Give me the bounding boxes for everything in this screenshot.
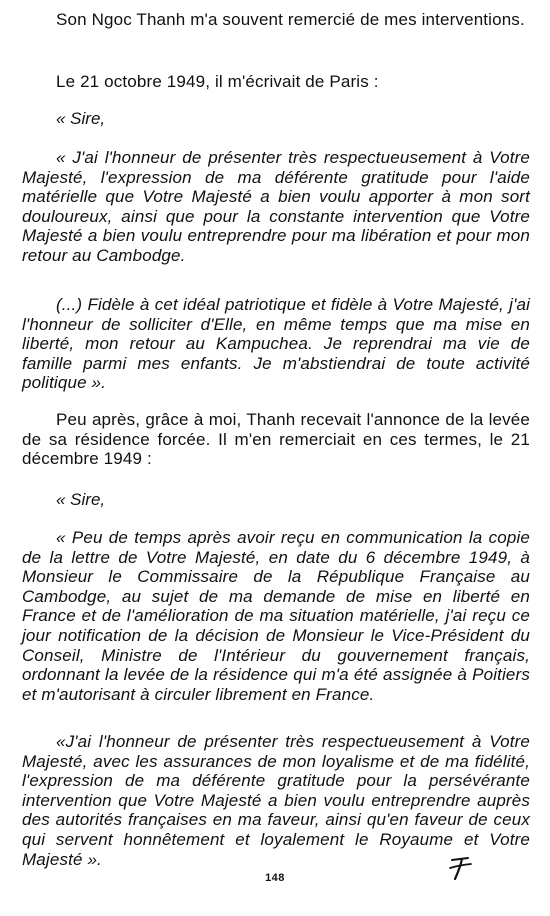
salutation-2: « Sire, (56, 490, 106, 509)
quote-letter-2-part-1: « Peu de temps après avoir reçu en communication la copie de la lettre de Votre Majesté, en date du 6 décembre 1949, à Monsieur le Commissaire de la République Française au Cambodge, au sujet de ma demande de mise en liberté en France et de l'amélioration de ma situation matérielle, j'ai reçu ce jour notification de la décision de Monsieur le Vice-Président du Conseil, Ministre de l'Intérieur du gouvernement français, ordonnant la levée de la résidence qui m'a été assignée à Poitiers et m'autorisant à circuler librement en France. (22, 528, 530, 704)
paragraph-letter-intro-1: Le 21 octobre 1949, il m'écrivait de Paris : (56, 72, 379, 91)
handwritten-mark-icon (446, 856, 474, 882)
page-number: 148 (265, 872, 285, 884)
salutation-1: « Sire, (56, 109, 106, 128)
quote-letter-2-part-2: «J'ai l'honneur de présenter très respectueusement à Votre Majesté, avec les assurances de mon loyalisme et de ma fidélité, l'expression de ma déférente gratitude pour la persévérante intervention que Votre Majesté a bien voulu entreprendre auprès des autorités françaises en ma faveur, ainsi qu'en faveur de ceux qui servent honnêtement et loyalement le Royaume et Votre Majesté ». (22, 732, 530, 869)
paragraph-letter-intro-2: Peu après, grâce à moi, Thanh recevait l'annonce de la levée de sa résidence forcée. Il m'en remerciait en ces termes, le 21 décembre 1949 : (22, 410, 530, 469)
paragraph-thanks: Son Ngoc Thanh m'a souvent remercié de mes interventions. (56, 10, 525, 29)
quote-letter-1-part-1: « J'ai l'honneur de présenter très respectueusement à Votre Majesté, l'expression de ma déférente gratitude pour l'aide matérielle que Votre Majesté a bien voulu apporter à mon sort douloureux, ainsi que pour la constante intervention que Votre Majesté a bien voulu entreprendre pour ma libération et pour mon retour au Cambodge. (22, 148, 530, 265)
quote-letter-1-part-2: (...) Fidèle à cet idéal patriotique et fidèle à Votre Majesté, j'ai l'honneur de solliciter d'Elle, en même temps que ma mise en liberté, mon retour au Kampuchea. Je reprendrai ma vie de famille parmi mes enfants. Je m'abstiendrai de toute activité politique ». (22, 295, 530, 393)
